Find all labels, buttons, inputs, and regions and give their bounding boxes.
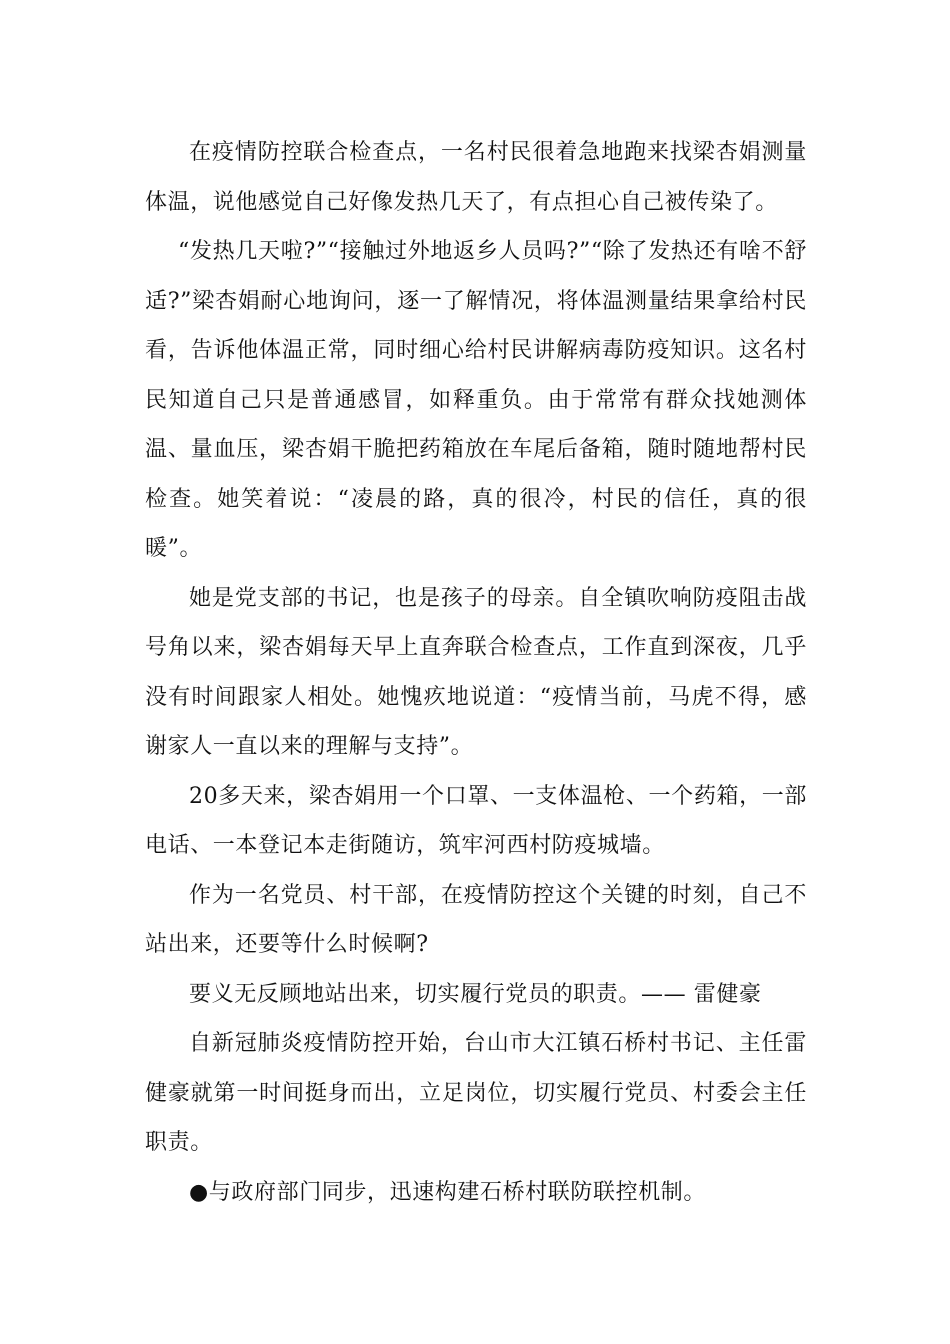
paragraph-twenty-days: 20多天来，梁杏娟用一个口罩、一支体温枪、一个药箱，一部电话、一本登记本走街随访，筑牢河西村防疫城墙。	[145, 783, 807, 858]
paragraph-party-secretary: 她是党支部的书记，也是孩子的母亲。自全镇吹响防疫阻击战号角以来，梁杏娟每天早上直奔联合检查点，工作直到深夜，几乎没有时间跟家人相处。她愧疚地说道：“疫情当前，马虎不得，感谢家人一直以来的理解与支持”。	[145, 585, 807, 759]
bullet-item-joint-mechanism: ●与政府部门同步，迅速构建石桥村联防联控机制。	[189, 1179, 706, 1205]
paragraph-lei-jianhao-intro: 自新冠肺炎疫情防控开始，台山市大江镇石桥村书记、主任雷健豪就第一时间挺身而出，立足岗位，切实履行党员、村委会主任职责。	[145, 1031, 807, 1155]
paragraph-inquiry: “发热几天啦?”“接触过外地返乡人员吗?”“除了发热还有啥不舒适?”梁杏娟耐心地询问，逐一了解情况，将体温测量结果拿给村民看，告诉他体温正常，同时细心给村民讲解病毒防疫知识。这名村民知道自己只是普通感冒，如释重负。由于常常有群众找她测体温、量血压，梁杏娟干脆把药箱放在车尾后备箱，随时随地帮村民检查。她笑着说：“凌晨的路，真的很冷，村民的信任，真的很暖”。	[145, 239, 807, 561]
paragraph-checkpoint-villager: 在疫情防控联合检查点，一名村民很着急地跑来找梁杏娟测量体温，说他感觉自己好像发热几天了，有点担心自己被传染了。	[145, 140, 807, 215]
paragraph-lei-jianhao-quote: 要义无反顾地站出来，切实履行党员的职责。—— 雷健豪	[189, 981, 762, 1007]
document-body	[145, 128, 807, 1217]
paragraph-party-member: 作为一名党员、村干部，在疫情防控这个关键的时刻，自己不站出来，还要等什么时候啊?	[145, 882, 807, 957]
